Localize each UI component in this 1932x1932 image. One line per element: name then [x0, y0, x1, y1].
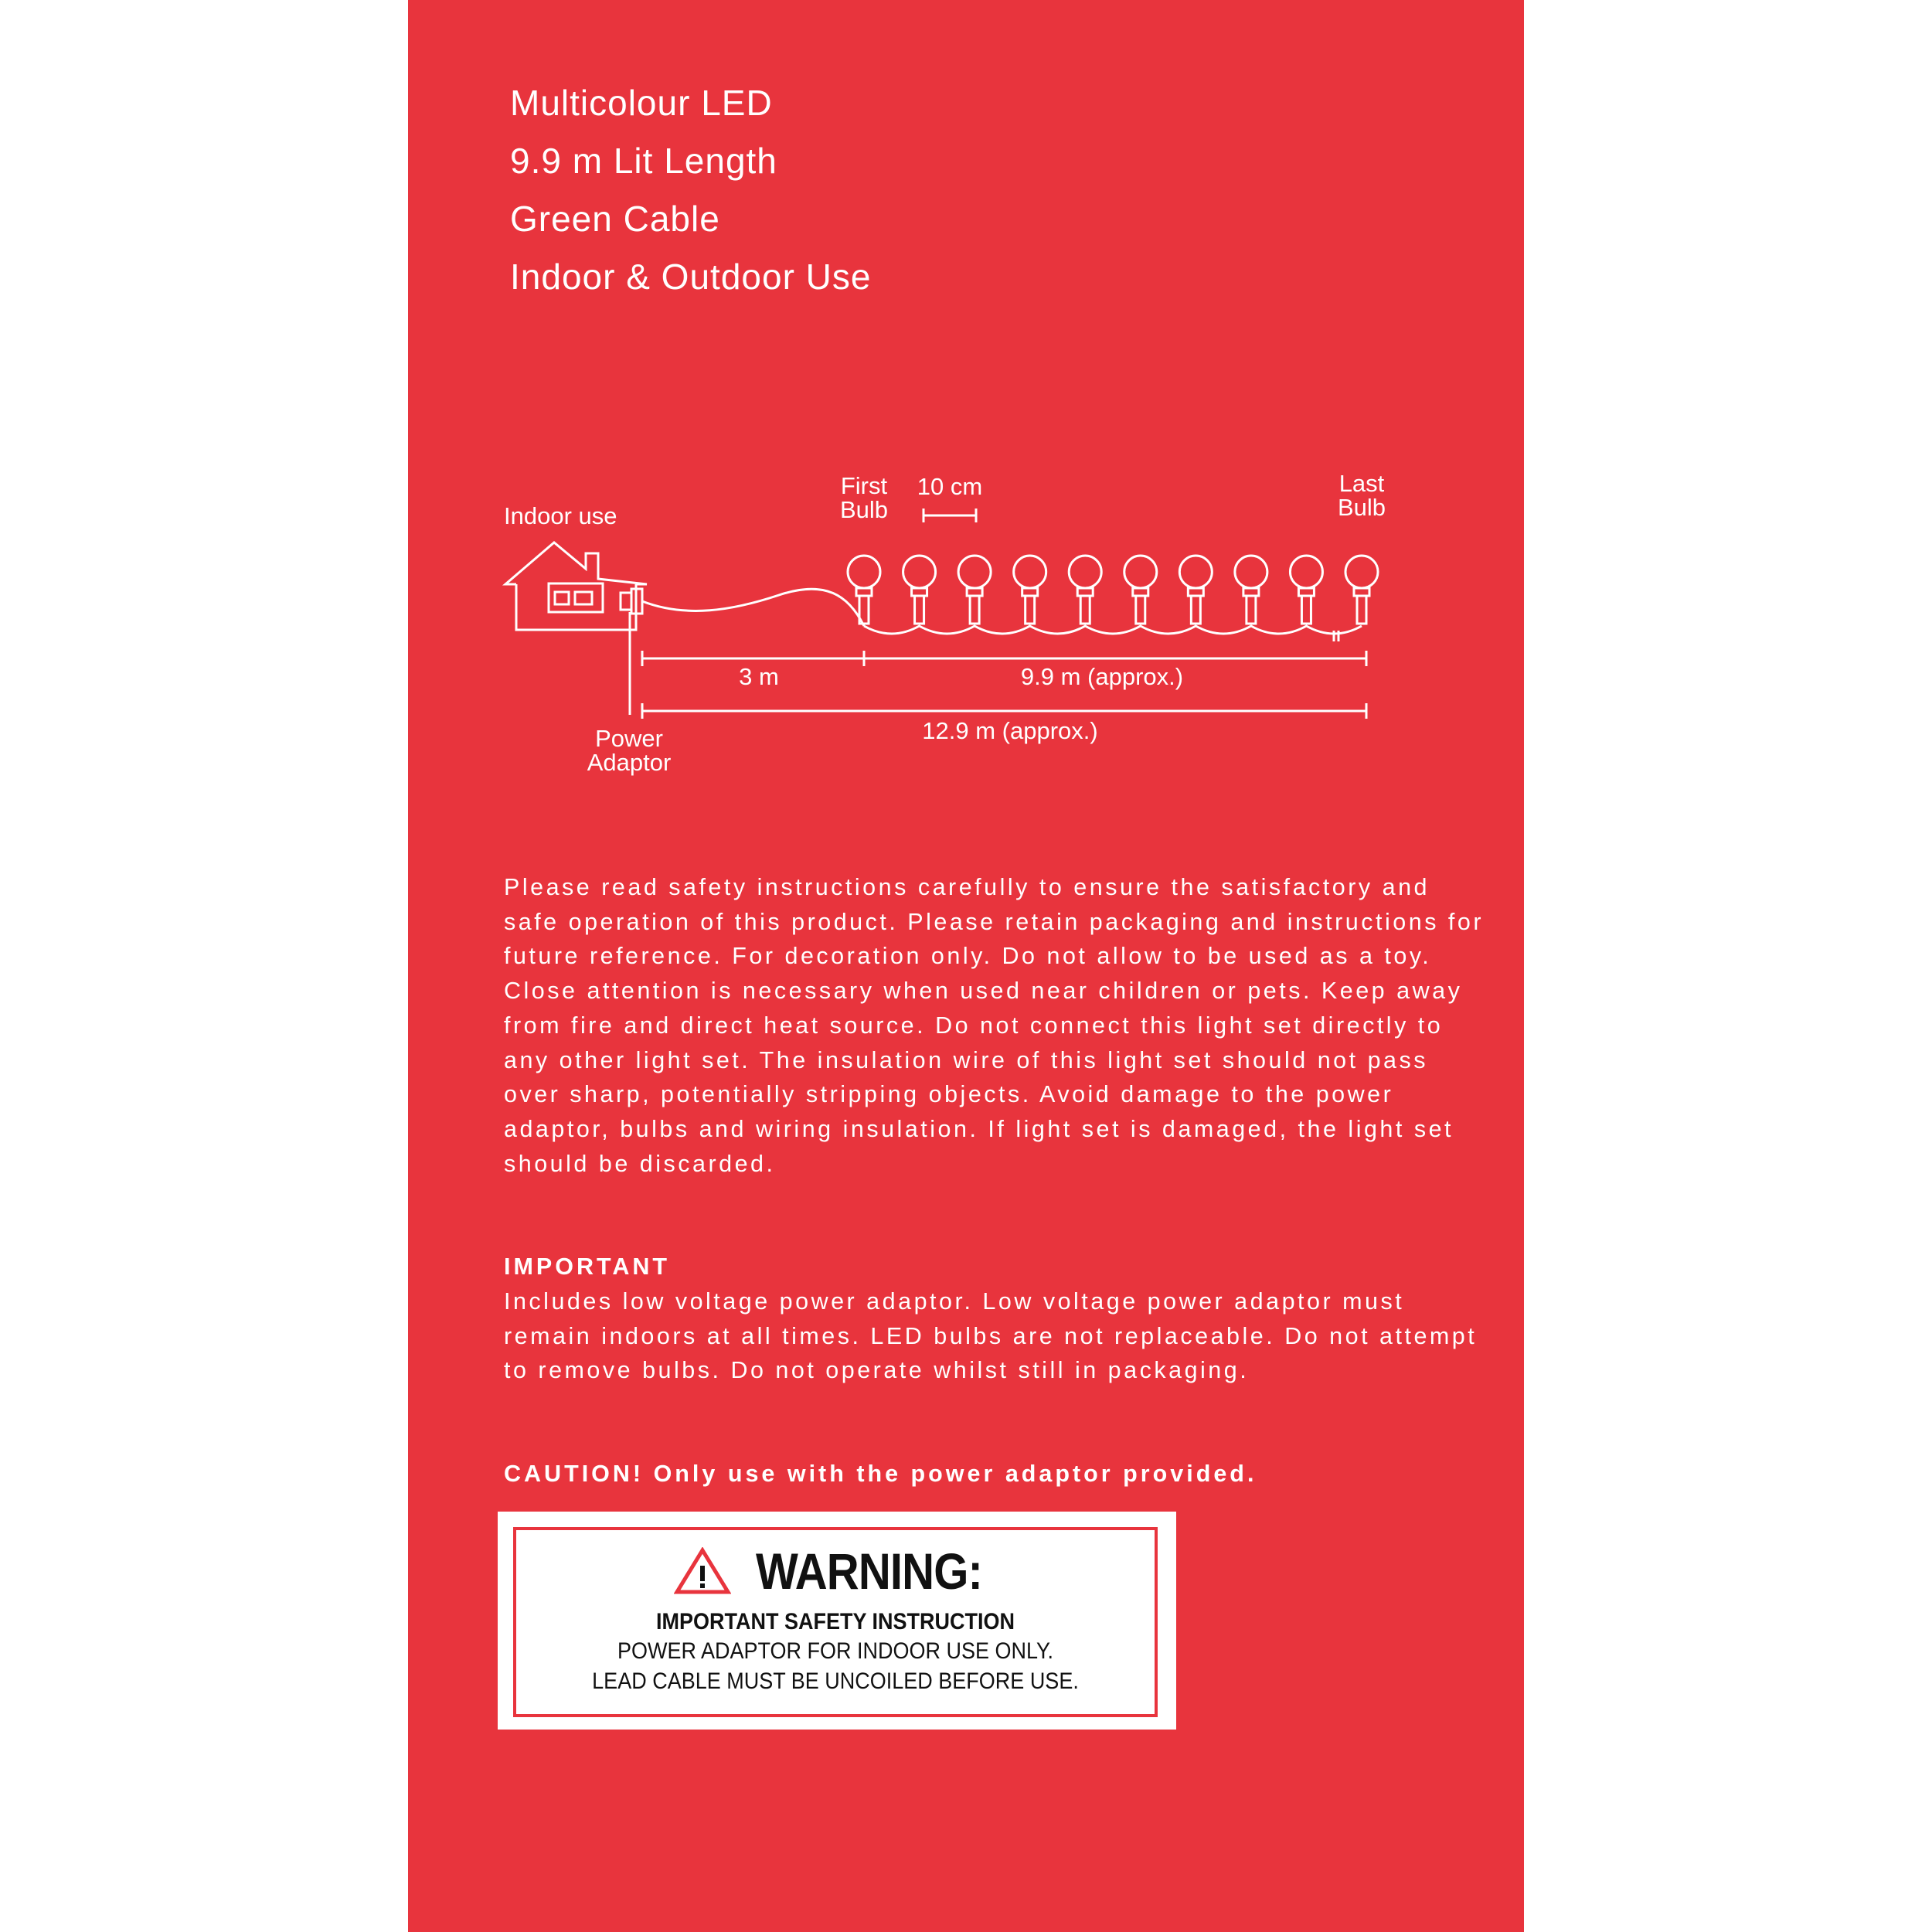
bulb-icon: [903, 556, 936, 624]
feature-item: 9.9 m Lit Length: [510, 141, 777, 181]
light-string-diagram: [408, 456, 1524, 796]
lit-length-label: 9.9 m (approx.): [1020, 663, 1184, 690]
bulb-icon: [958, 556, 991, 624]
warning-line: IMPORTANT SAFETY INSTRUCTION: [655, 1609, 1015, 1634]
lead-length-label: 3 m: [739, 663, 779, 690]
feature-item: Indoor & Outdoor Use: [510, 257, 872, 297]
bulb-icon: [1345, 556, 1378, 624]
bulb-icon: [848, 556, 880, 624]
power-adaptor-icon: [621, 589, 642, 715]
bulb-icon: [1290, 556, 1322, 624]
string-wire: [864, 626, 1362, 634]
total-length-label: 12.9 m (approx.): [922, 717, 1098, 744]
warning-line: LEAD CABLE MUST BE UNCOILED BEFORE USE.: [592, 1668, 1079, 1694]
bulb-string: [848, 556, 1378, 641]
bulb-icon: [1014, 556, 1046, 624]
first-bulb-label: First: [840, 472, 888, 499]
bulb-icon: [1124, 556, 1157, 624]
feature-item: Multicolour LED: [510, 83, 773, 123]
caution-text: CAUTION! Only use with the power adaptor provided.: [504, 1461, 1257, 1487]
important-heading: IMPORTANT: [504, 1253, 671, 1280]
indoor-use-label: Indoor use: [504, 502, 617, 529]
lead-cable: [642, 589, 864, 626]
last-bulb-label: Last: [1338, 470, 1385, 497]
warning-title-row: [516, 1544, 1155, 1598]
power-adaptor-label: Power: [595, 725, 663, 752]
power-adaptor-label: Adaptor: [587, 749, 672, 776]
house-icon: [505, 543, 647, 630]
safety-instructions: Please read safety instructions carefully to ensure the satisfactory and safe operation of this product. Please retain packaging and instructions for future reference. For decoration only. Do not allow to be used as a toy. Close attention is necessary when used near children or pets. Keep away from fire and direct heat source. Do not connect this light set directly to any other light set. The insulation wire of this light set should not pass over sharp, potentially stripping objects. Avoid damage to the power adaptor, bulbs and wiring insulation. If light set is damaged, the light set should be discarded.: [504, 874, 1485, 1177]
last-bulb-label: Bulb: [1337, 494, 1386, 521]
important-text: Includes low voltage power adaptor. Low voltage power adaptor must remain indoors at all times. LED bulbs are not replaceable. Do not attempt to remove bulbs. Do not operate whilst still in packaging.: [504, 1288, 1478, 1384]
bulb-icon: [1235, 556, 1267, 624]
feature-item: Green Cable: [510, 199, 720, 239]
warning-label: [498, 1512, 1176, 1730]
warning-line: POWER ADAPTOR FOR INDOOR USE ONLY.: [617, 1638, 1054, 1664]
packaging-panel: [408, 0, 1524, 1932]
warning-border: [513, 1527, 1158, 1717]
first-bulb-label: Bulb: [839, 496, 889, 523]
feature-list: [510, 74, 871, 306]
bulb-icon: [1179, 556, 1212, 624]
bulb-icon: [1069, 556, 1101, 624]
end-cap: [1334, 631, 1338, 641]
warning-title: WARNING:: [755, 1543, 982, 1600]
warning-triangle-icon: [674, 1547, 731, 1595]
spacing-label: 10 cm: [917, 473, 983, 500]
